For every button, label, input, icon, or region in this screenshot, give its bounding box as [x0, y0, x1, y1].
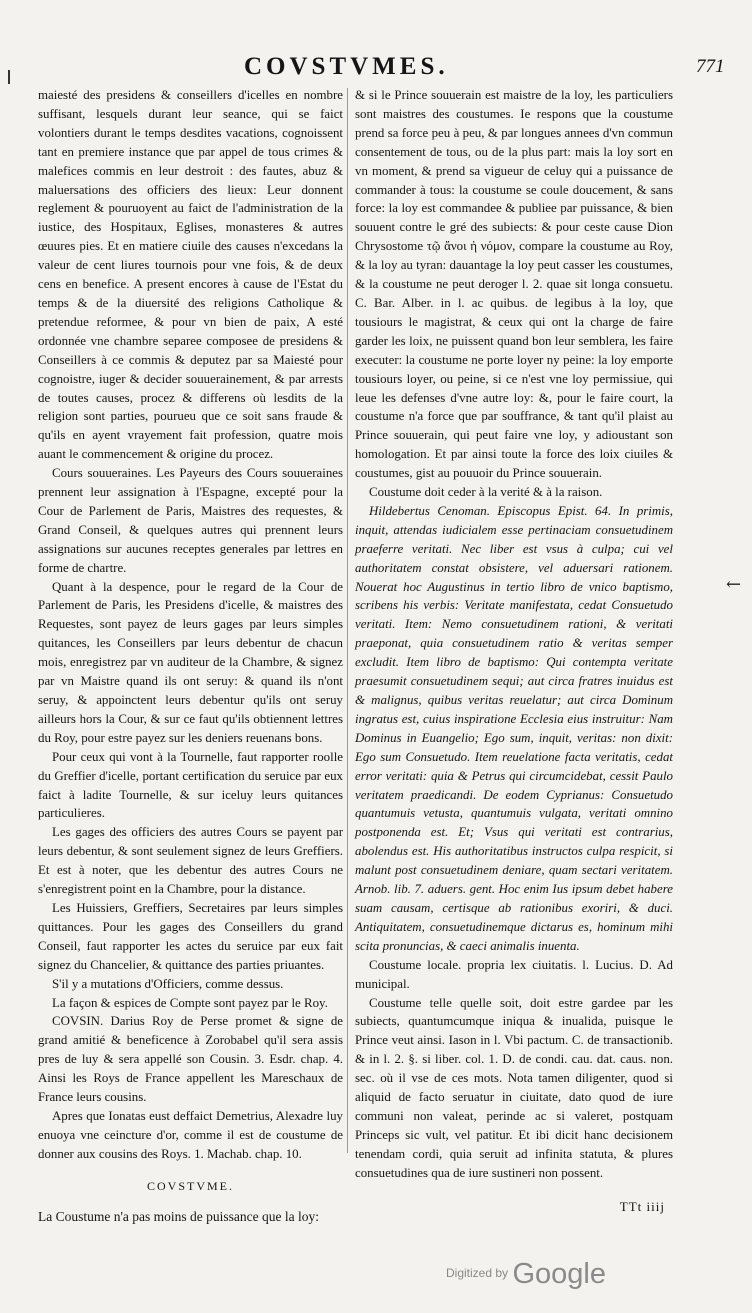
- left-paragraph: maiesté des presidens & conseillers d'icelles en nombre suffisant, lesquels durant leur seance, qui se faict volontiers durant le temps desdites vacations, cognoissent tant en premiere instance que par appel de tous crimes & malefices commis en leur destroit : des fautes, abuz & maluersations des officiers des lieux: Leur donnent reglement & pouruoyent au faict de l'administration de la iustice, des Hospitaux, Eglises, monasteres & autres œuures pies. Et en matiere ciuile des causes n'excedans la valeur de cent liures tournois pour vne fois, & de deux cens en benefice. A present encores à cause de l'Estat du temps & de la diuersité des religions Catholique & pretendue reformee, & pour vn bien de paix, A esté ordonnée vne chambre separee composee de presidens & Conseillers à ce commis & deputez par sa Maiesté pour cognoistre, iuger & decider souuerainement, & par arrests de toutes causes, procez & differens où lesdits de la religion sont parties, pourueu que ce soit sans fraude & qu'ils en ayent vrayement fait profession, quatre mois auant le commencement & origine du procez.: [38, 88, 343, 462]
- right-paragraph: & si le Prince souuerain est maistre de la loy, les particuliers sont maistres des coustumes. Ie respons que la coustume prend sa force peu à peu, & par longues annees d'vn commun consentement de tous, ou de la plus part: mais la loy sort en vn moment, & prend sa vigueur de celuy qui a puissance de commander à tous: la coustume se coule doucement, & sans force: la loy est commandee & publiee par puissance, & bien souuent contre le gré des subiects: & pour ceste cause Dion Chrysostome τῷ ἄνοι ἠ νόμον, compare la coustume au Roy, & la loy au tyran: dauantage la loy peut casser les coustumes, & la coustume ne peut deroger l. 2. quae sit longa consuetu. C. Bar. Alber. in l. ac quibus. de legibus à la loy, que tousiours le magistrat, & ceux qui ont la charge de faire garder les loix, ne puissent quand bon leur semblera, les faire executer: la coustume ne porte loyer ny peine: la loy emporte tousiours loyer, ou peine, si ce n'est vne loy permissiue, qui leue les defenses d'vne autre loy: &, pour le faire court, la coustume n'a force que par souffrance, & tant qu'il plaist au Prince souuerain, qui peut faire vne loy, y adioustant son homologation. Et par ainsi toute la force des loix ciuiles & coustumes, gist au pouuoir du Prince souuerain.: [355, 88, 673, 481]
- right-column: [355, 86, 673, 1216]
- left-column: [38, 86, 343, 1226]
- signature-mark: TTt iiij: [619, 1198, 665, 1214]
- left-paragraph: Pour ceux qui vont à la Tournelle, faut rapporter roolle du Greffier d'icelle, portant certification du seruice par eux faict à ladite Tournelle, & sur iceluy leurs quitances particulieres.: [38, 749, 343, 821]
- margin-mark: [8, 70, 10, 84]
- column-divider: [347, 88, 348, 1153]
- right-paragraph: Coustume locale. propria lex ciuitatis. l. Lucius. D. Ad municipal.: [355, 957, 673, 991]
- right-paragraph-latin: Hildebertus Cenoman. Episcopus Epist. 64. In primis, inquit, attendas iudicialem esse pertinaciam consuetudinem praeferre veritati. Nec liber est vsus à culpa; cui vel authoritatem constat obsistere, vel aduersari rationem. Nouerat hoc Augustinus in tertio libro de vnico baptismo, scribens his verbis: Veritate manifestata, cedat Consuetudo veritati. Item: Nemo consuetudinem rationi, & veritati praeponat, quia consuetudinem ratio & veritas semper excludit. Item libro de baptismo: Qui contempta veritate praesumit consuetudinem sequi; aut circa fratres inuidus est & malignus, quibus veritas reuelatur; aut circa Dominum ingratus est, cuius inspiratione Ecclesia eius instruitur: Nam Dominus in Euangelio; Ego sum, inquit, veritas: non dixit: Ego sum Consuetudo. Item reuelatione facta veritatis, cedat error veritati: quia & Petrus qui circumcidebat, cessit Paulo veritatem praedicandi. De eodem Cyprianus: Consuetudo quantumuis vetusta, quantumuis vulgata, veritati omnino postponenda est. Et; Vsus qui veritati est contrarius, abolendus est. His authoritatibus instructos culpa respicit, si malunt post consuetudinem deniare, quam sectari veritatem. Arnob. lib. 7. aduers. gent. Hoc enim Ius ipsum debet habere suam causam, certisque ab rationibus exoriri, & duci. Antiquitatem, consuetudinemque dictarus es, hominum mihi scita pronuncias, & caeci animalis inuenta.: [355, 503, 673, 953]
- left-paragraph: S'il y a mutations d'Officiers, comme dessus.: [52, 976, 284, 991]
- right-paragraph: Coustume telle quelle soit, doit estre gardee par les subiects, quantumcumque iniqua & inualida, puisque le Prince veut ainsi. Iason in l. Vbi pactum. C. de transactionib. & in l. 2. §. si liber. col. 1. D. de condi. cau. dat. caus. non. sec. où il vse de ces mots. Nota tamen diligenter, quod si aliquid de facto seruatur in ciuitate, dato quod de iure communi non valeat, perinde ac si valeret, postquam Princeps sic vult, vel patitur. Et ibi dicit hanc decisionem tenendam cordi, quia seruit ad infinita statuta, & plures consuetudines qua de iure sustineri non possent.: [355, 995, 673, 1180]
- watermark-digitized: Digitized by: [446, 1266, 509, 1280]
- left-paragraph: Quant à la despence, pour le regard de la Cour de Parlement de Paris, les Presidens d'icelle, & maistres des Requestes, sont payez de leurs gages par leurs simples quitances, les Conseillers par leurs debentur de chacun mois, enregistrez par vn auditeur de la Chambre, & signez par vn Maistre quand ils ont seruy: & quand ils n'ont seruy, & appoinctent leurs debentur qu'ils ont seruy ailleurs hors la Cour, & sur ce faut qu'ils obtiennent lettres du Roy, pour estre payez sur les deniers reuenans bons.: [38, 579, 343, 745]
- left-paragraph: La façon & espices de Compte sont payez par le Roy.: [52, 995, 328, 1010]
- left-arrow-icon: ←: [726, 574, 742, 595]
- left-paragraph: Apres que Ionatas eust deffaict Demetrius, Alexadre luy enuoya vne ceincture d'or, comme il est de coustume de donner aux cousins des Roys. 1. Machab. chap. 10.: [38, 1108, 343, 1161]
- left-paragraph: Les gages des officiers des autres Cours se payent par leurs debentur, & sont seulement signez de leurs Greffiers. Et est à noter, que les debentur des autres Cours ne s'enregistrent point en la Chambre, pour la distance.: [38, 825, 343, 897]
- left-paragraph: Cours souueraines. Les Payeurs des Cours souueraines prennent leur assignation à l'Espagne, excepté pour la Cour de Parlement de Paris, Maistres des requestes, & Grand Conseil, & quelques autres qui prennent leurs assignations sur aucunes receptes generales par lettres en forme de chartre.: [38, 466, 343, 575]
- left-last-line: La Coustume n'a pas moins de puissance que la loy:: [38, 1208, 320, 1224]
- right-paragraph: Coustume doit ceder à la verité & à la raison.: [369, 485, 603, 500]
- page-header: [0, 50, 752, 86]
- running-head: COVSTVMES.: [244, 53, 449, 80]
- page-number: 771: [696, 56, 725, 77]
- left-paragraph: Les Huissiers, Greffiers, Secretaires par leurs simples quittances. Pour les gages des Conseillers du grand Conseil, faut rapporter les actes du seruice par eux fait signez du Chancelier, & quittance des parties priuantes.: [38, 900, 343, 972]
- left-paragraph: COVSIN. Darius Roy de Perse promet & signe de grand amitié & beneficence à Zorobabel qu'il sera assis pres de luy & sera appellé son Cousin. 3. Esdr. chap. 4. Ainsi les Roys de France appellent les Mareschaux de France leurs cousins.: [38, 1014, 343, 1105]
- section-heading: COVSTVME.: [146, 1178, 234, 1193]
- watermark: [446, 1258, 606, 1291]
- watermark-brand: Google: [512, 1258, 606, 1290]
